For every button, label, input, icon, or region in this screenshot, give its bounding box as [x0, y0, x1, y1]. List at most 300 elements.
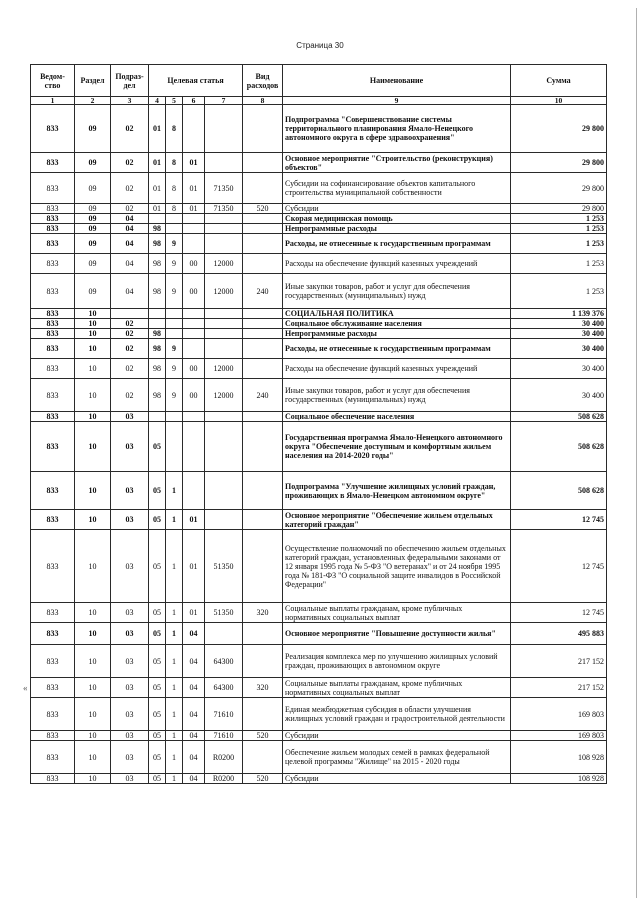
cell-vid-rashodov: 320 — [243, 603, 283, 623]
cell-summa: 29 800 — [511, 105, 607, 153]
cell-vid-rashodov: 520 — [243, 774, 283, 784]
cell-vedomstvo: 833 — [31, 510, 75, 530]
column-number: 2 — [75, 97, 111, 105]
cell-program — [149, 412, 166, 422]
header-row — [31, 65, 607, 97]
cell-naimenovanie: Иные закупки товаров, работ и услуг для обеспечения государственных (муниципальных) нужд — [283, 379, 511, 412]
cell-razdel: 10 — [75, 359, 111, 379]
cell-naimenovanie: Расходы на обеспечение функций казенных учреждений — [283, 254, 511, 274]
cell-direction: R0200 — [205, 741, 243, 774]
cell-event: 01 — [183, 204, 205, 214]
cell-vedomstvo: 833 — [31, 530, 75, 603]
cell-subprogram: 1 — [166, 741, 183, 774]
cell-naimenovanie: Субсидии — [283, 731, 511, 741]
cell-podrazdel: 02 — [111, 204, 149, 214]
cell-subprogram — [166, 214, 183, 224]
cell-direction: 71350 — [205, 204, 243, 214]
cell-event — [183, 472, 205, 510]
cell-vid-rashodov — [243, 412, 283, 422]
cell-program: 05 — [149, 510, 166, 530]
cell-podrazdel: 03 — [111, 530, 149, 603]
cell-program: 98 — [149, 224, 166, 234]
cell-vedomstvo: 833 — [31, 105, 75, 153]
cell-vedomstvo: 833 — [31, 645, 75, 678]
cell-summa: 29 800 — [511, 153, 607, 173]
cell-summa: 12 745 — [511, 603, 607, 623]
cell-summa: 1 253 — [511, 254, 607, 274]
cell-event — [183, 105, 205, 153]
cell-subprogram: 9 — [166, 339, 183, 359]
cell-summa: 217 152 — [511, 645, 607, 678]
table-row — [31, 678, 607, 698]
cell-event: 01 — [183, 173, 205, 204]
column-number-row — [31, 97, 607, 105]
cell-vedomstvo: 833 — [31, 224, 75, 234]
cell-naimenovanie: Социальные выплаты гражданам, кроме публичных нормативных социальных выплат — [283, 603, 511, 623]
cell-event: 01 — [183, 603, 205, 623]
table-row — [31, 379, 607, 412]
cell-summa: 495 883 — [511, 623, 607, 645]
column-number: 6 — [183, 97, 205, 105]
cell-summa: 29 800 — [511, 204, 607, 214]
cell-vid-rashodov — [243, 105, 283, 153]
cell-vid-rashodov — [243, 224, 283, 234]
cell-subprogram: 8 — [166, 105, 183, 153]
cell-podrazdel: 04 — [111, 234, 149, 254]
cell-vid-rashodov — [243, 623, 283, 645]
cell-program — [149, 309, 166, 319]
cell-direction: R0200 — [205, 774, 243, 784]
cell-direction — [205, 412, 243, 422]
cell-subprogram: 8 — [166, 153, 183, 173]
cell-naimenovanie: Единая межбюджетная субсидия в области улучшения жилищных условий граждан и градостроительной деятельности — [283, 698, 511, 731]
cell-podrazdel: 02 — [111, 359, 149, 379]
cell-program: 01 — [149, 153, 166, 173]
table-row — [31, 173, 607, 204]
cell-event — [183, 422, 205, 472]
cell-event — [183, 339, 205, 359]
cell-podrazdel: 03 — [111, 645, 149, 678]
cell-event: 04 — [183, 741, 205, 774]
cell-vedomstvo: 833 — [31, 731, 75, 741]
header-vedomstvo: Ведом-ство — [31, 65, 75, 97]
cell-program: 98 — [149, 329, 166, 339]
cell-program: 05 — [149, 422, 166, 472]
cell-naimenovanie: Социальные выплаты гражданам, кроме публичных нормативных социальных выплат — [283, 678, 511, 698]
cell-direction — [205, 214, 243, 224]
table-row — [31, 204, 607, 214]
cell-razdel: 10 — [75, 678, 111, 698]
cell-razdel: 10 — [75, 472, 111, 510]
cell-subprogram: 8 — [166, 204, 183, 214]
cell-vid-rashodov — [243, 530, 283, 603]
cell-vid-rashodov — [243, 339, 283, 359]
cell-event: 04 — [183, 623, 205, 645]
cell-program: 98 — [149, 274, 166, 309]
cell-event — [183, 234, 205, 254]
cell-vid-rashodov: 240 — [243, 379, 283, 412]
cell-subprogram — [166, 309, 183, 319]
cell-vid-rashodov — [243, 309, 283, 319]
cell-vedomstvo: 833 — [31, 623, 75, 645]
table-row — [31, 224, 607, 234]
cell-summa: 1 253 — [511, 234, 607, 254]
cell-event: 00 — [183, 359, 205, 379]
cell-program: 98 — [149, 254, 166, 274]
cell-direction: 71610 — [205, 698, 243, 731]
cell-vedomstvo: 833 — [31, 319, 75, 329]
cell-event — [183, 329, 205, 339]
cell-razdel: 10 — [75, 774, 111, 784]
cell-naimenovanie: Обеспечение жильем молодых семей в рамках федеральной целевой программы "Жилище" на 2015 - 2020 годы — [283, 741, 511, 774]
cell-naimenovanie: Субсидии — [283, 774, 511, 784]
cell-naimenovanie: Основное мероприятие "Строительство (реконструкция) объектов" — [283, 153, 511, 173]
budget-table — [30, 64, 607, 784]
cell-razdel: 09 — [75, 234, 111, 254]
cell-program: 01 — [149, 173, 166, 204]
cell-event — [183, 319, 205, 329]
cell-direction — [205, 422, 243, 472]
cell-summa: 1 253 — [511, 214, 607, 224]
table-row — [31, 309, 607, 319]
page-caption: Страница 30 — [296, 41, 344, 50]
cell-razdel: 10 — [75, 698, 111, 731]
cell-naimenovanie: Скорая медицинская помощь — [283, 214, 511, 224]
cell-vid-rashodov — [243, 254, 283, 274]
cell-subprogram: 9 — [166, 234, 183, 254]
cell-vid-rashodov — [243, 173, 283, 204]
cell-direction — [205, 309, 243, 319]
cell-podrazdel: 02 — [111, 153, 149, 173]
cell-vid-rashodov — [243, 234, 283, 254]
cell-vedomstvo: 833 — [31, 359, 75, 379]
cell-podrazdel: 02 — [111, 379, 149, 412]
cell-podrazdel: 04 — [111, 224, 149, 234]
cell-subprogram: 9 — [166, 254, 183, 274]
cell-razdel: 09 — [75, 254, 111, 274]
cell-summa: 1 139 376 — [511, 309, 607, 319]
cell-vid-rashodov — [243, 510, 283, 530]
cell-event — [183, 224, 205, 234]
cell-subprogram: 9 — [166, 359, 183, 379]
cell-summa: 217 152 — [511, 678, 607, 698]
cell-program: 05 — [149, 623, 166, 645]
cell-vedomstvo: 833 — [31, 274, 75, 309]
table-row — [31, 623, 607, 645]
cell-razdel: 10 — [75, 530, 111, 603]
scan-edge-line — [636, 8, 637, 898]
cell-naimenovanie: Расходы, не отнесенные к государственным программам — [283, 339, 511, 359]
cell-direction: 12000 — [205, 379, 243, 412]
cell-razdel: 10 — [75, 422, 111, 472]
table-row — [31, 254, 607, 274]
cell-vedomstvo: 833 — [31, 472, 75, 510]
cell-program: 98 — [149, 359, 166, 379]
cell-vedomstvo: 833 — [31, 214, 75, 224]
cell-vid-rashodov — [243, 422, 283, 472]
cell-program: 05 — [149, 678, 166, 698]
cell-subprogram — [166, 224, 183, 234]
cell-naimenovanie: Субсидии на софинансирование объектов капитального строительства муниципальной собственности — [283, 173, 511, 204]
cell-naimenovanie: Расходы на обеспечение функций казенных учреждений — [283, 359, 511, 379]
column-number: 3 — [111, 97, 149, 105]
cell-direction: 64300 — [205, 645, 243, 678]
cell-vedomstvo: 833 — [31, 153, 75, 173]
cell-subprogram: 1 — [166, 603, 183, 623]
cell-vedomstvo: 833 — [31, 422, 75, 472]
cell-event: 04 — [183, 731, 205, 741]
cell-subprogram: 1 — [166, 530, 183, 603]
cell-naimenovanie: Подпрограмма "Улучшение жилищных условий граждан, проживающих в Ямало-Ненецком автономном округе" — [283, 472, 511, 510]
cell-summa: 108 928 — [511, 774, 607, 784]
cell-vid-rashodov — [243, 214, 283, 224]
cell-program — [149, 319, 166, 329]
cell-direction — [205, 472, 243, 510]
cell-direction — [205, 105, 243, 153]
table-row — [31, 105, 607, 153]
table-row — [31, 422, 607, 472]
cell-summa: 30 400 — [511, 339, 607, 359]
table-row — [31, 603, 607, 623]
cell-subprogram: 1 — [166, 623, 183, 645]
cell-razdel: 09 — [75, 153, 111, 173]
cell-summa: 29 800 — [511, 173, 607, 204]
cell-vedomstvo: 833 — [31, 412, 75, 422]
cell-podrazdel: 02 — [111, 319, 149, 329]
cell-vid-rashodov — [243, 741, 283, 774]
cell-subprogram: 1 — [166, 678, 183, 698]
cell-naimenovanie: Непрограммные расходы — [283, 224, 511, 234]
table-row — [31, 214, 607, 224]
cell-razdel: 09 — [75, 204, 111, 214]
cell-vedomstvo: 833 — [31, 339, 75, 359]
cell-razdel: 10 — [75, 412, 111, 422]
cell-razdel: 10 — [75, 645, 111, 678]
table-body — [31, 105, 607, 784]
cell-podrazdel: 03 — [111, 603, 149, 623]
cell-event: 04 — [183, 678, 205, 698]
cell-event: 04 — [183, 698, 205, 731]
cell-subprogram — [166, 329, 183, 339]
table-row — [31, 731, 607, 741]
cell-summa: 1 253 — [511, 274, 607, 309]
cell-podrazdel: 03 — [111, 623, 149, 645]
table-row — [31, 319, 607, 329]
cell-program: 01 — [149, 105, 166, 153]
cell-naimenovanie: Непрограммные расходы — [283, 329, 511, 339]
cell-program: 01 — [149, 204, 166, 214]
cell-program: 05 — [149, 603, 166, 623]
cell-direction: 12000 — [205, 274, 243, 309]
cell-summa: 30 400 — [511, 329, 607, 339]
cell-naimenovanie: Социальное обеспечение населения — [283, 412, 511, 422]
column-number: 9 — [283, 97, 511, 105]
column-number: 10 — [511, 97, 607, 105]
cell-summa: 108 928 — [511, 741, 607, 774]
cell-program: 05 — [149, 472, 166, 510]
cell-program: 05 — [149, 731, 166, 741]
cell-direction: 12000 — [205, 359, 243, 379]
table-row — [31, 645, 607, 678]
cell-event: 01 — [183, 153, 205, 173]
cell-podrazdel: 02 — [111, 329, 149, 339]
cell-summa: 12 745 — [511, 530, 607, 603]
cell-program: 98 — [149, 379, 166, 412]
cell-direction — [205, 234, 243, 254]
column-number: 8 — [243, 97, 283, 105]
cell-direction: 51350 — [205, 603, 243, 623]
cell-direction: 71350 — [205, 173, 243, 204]
cell-podrazdel: 03 — [111, 731, 149, 741]
cell-vedomstvo: 833 — [31, 698, 75, 731]
cell-vedomstvo: 833 — [31, 741, 75, 774]
cell-razdel: 09 — [75, 224, 111, 234]
cell-direction — [205, 339, 243, 359]
cell-vid-rashodov — [243, 645, 283, 678]
cell-direction — [205, 153, 243, 173]
cell-subprogram: 1 — [166, 698, 183, 731]
cell-vid-rashodov: 520 — [243, 204, 283, 214]
cell-summa: 12 745 — [511, 510, 607, 530]
cell-program: 05 — [149, 530, 166, 603]
cell-razdel: 09 — [75, 214, 111, 224]
cell-podrazdel: 04 — [111, 214, 149, 224]
cell-naimenovanie: Основное мероприятие "Обеспечение жильем отдельных категорий граждан" — [283, 510, 511, 530]
table-row — [31, 774, 607, 784]
table-row — [31, 530, 607, 603]
cell-naimenovanie: Основное мероприятие "Повышение доступности жилья" — [283, 623, 511, 645]
cell-vedomstvo: 833 — [31, 678, 75, 698]
cell-podrazdel: 02 — [111, 173, 149, 204]
margin-mark: « — [23, 683, 28, 693]
cell-subprogram — [166, 412, 183, 422]
column-number: 4 — [149, 97, 166, 105]
cell-event: 00 — [183, 274, 205, 309]
column-number: 5 — [166, 97, 183, 105]
cell-podrazdel: 02 — [111, 105, 149, 153]
cell-vid-rashodov — [243, 329, 283, 339]
cell-podrazdel: 02 — [111, 339, 149, 359]
cell-razdel: 10 — [75, 731, 111, 741]
cell-program: 98 — [149, 339, 166, 359]
cell-program: 05 — [149, 698, 166, 731]
cell-vedomstvo: 833 — [31, 774, 75, 784]
cell-event — [183, 309, 205, 319]
cell-subprogram: 8 — [166, 173, 183, 204]
table-row — [31, 359, 607, 379]
cell-vedomstvo: 833 — [31, 234, 75, 254]
cell-vid-rashodov: 520 — [243, 731, 283, 741]
cell-summa: 30 400 — [511, 359, 607, 379]
table-row — [31, 741, 607, 774]
cell-direction: 12000 — [205, 254, 243, 274]
cell-direction — [205, 623, 243, 645]
cell-podrazdel: 03 — [111, 741, 149, 774]
cell-program — [149, 214, 166, 224]
cell-direction — [205, 319, 243, 329]
cell-event: 00 — [183, 254, 205, 274]
cell-summa: 1 253 — [511, 224, 607, 234]
column-number: 7 — [205, 97, 243, 105]
header-vid-rashodov: Вид расходов — [243, 65, 283, 97]
cell-subprogram: 1 — [166, 731, 183, 741]
table-row — [31, 412, 607, 422]
cell-subprogram: 1 — [166, 645, 183, 678]
cell-naimenovanie: Подпрограмма "Совершенствование системы территориального планирования Ямало-Ненецкого автономного округа в сфере здравоохранения" — [283, 105, 511, 153]
cell-naimenovanie: Субсидии — [283, 204, 511, 214]
cell-naimenovanie: Государственная программа Ямало-Ненецкого автономного округа "Обеспечение доступным и комфортным жильем населения на 2014-2020 годы" — [283, 422, 511, 472]
cell-summa: 508 628 — [511, 472, 607, 510]
table-row — [31, 274, 607, 309]
cell-naimenovanie: Иные закупки товаров, работ и услуг для обеспечения государственных (муниципальных) нужд — [283, 274, 511, 309]
cell-podrazdel: 03 — [111, 774, 149, 784]
cell-razdel: 10 — [75, 379, 111, 412]
table-row — [31, 698, 607, 731]
cell-subprogram: 1 — [166, 510, 183, 530]
cell-razdel: 10 — [75, 339, 111, 359]
table-row — [31, 339, 607, 359]
cell-event: 04 — [183, 645, 205, 678]
cell-event: 00 — [183, 379, 205, 412]
cell-event: 01 — [183, 510, 205, 530]
cell-razdel: 09 — [75, 274, 111, 309]
table-row — [31, 234, 607, 254]
cell-vid-rashodov: 320 — [243, 678, 283, 698]
cell-vid-rashodov — [243, 153, 283, 173]
cell-event: 04 — [183, 774, 205, 784]
header-naimenovanie: Наименование — [283, 65, 511, 97]
cell-podrazdel: 03 — [111, 472, 149, 510]
cell-subprogram: 1 — [166, 472, 183, 510]
cell-podrazdel: 03 — [111, 510, 149, 530]
header-razdel: Раздел — [75, 65, 111, 97]
cell-naimenovanie: Социальное обслуживание населения — [283, 319, 511, 329]
column-number: 1 — [31, 97, 75, 105]
cell-program: 05 — [149, 645, 166, 678]
cell-direction: 71610 — [205, 731, 243, 741]
cell-vedomstvo: 833 — [31, 309, 75, 319]
cell-program: 05 — [149, 774, 166, 784]
cell-summa: 169 803 — [511, 698, 607, 731]
cell-subprogram — [166, 422, 183, 472]
cell-vid-rashodov — [243, 359, 283, 379]
cell-vedomstvo: 833 — [31, 329, 75, 339]
cell-summa: 169 803 — [511, 731, 607, 741]
cell-program: 05 — [149, 741, 166, 774]
cell-event — [183, 412, 205, 422]
cell-podrazdel: 03 — [111, 412, 149, 422]
cell-summa: 30 400 — [511, 319, 607, 329]
cell-vedomstvo: 833 — [31, 254, 75, 274]
header-summa: Сумма — [511, 65, 607, 97]
table-row — [31, 153, 607, 173]
cell-vedomstvo: 833 — [31, 204, 75, 214]
cell-razdel: 10 — [75, 319, 111, 329]
cell-podrazdel: 04 — [111, 274, 149, 309]
header-podrazdel: Подраз-дел — [111, 65, 149, 97]
cell-podrazdel: 03 — [111, 698, 149, 731]
cell-direction — [205, 510, 243, 530]
cell-razdel: 10 — [75, 623, 111, 645]
cell-subprogram: 1 — [166, 774, 183, 784]
cell-subprogram — [166, 319, 183, 329]
cell-summa: 508 628 — [511, 412, 607, 422]
cell-direction: 51350 — [205, 530, 243, 603]
cell-program: 98 — [149, 234, 166, 254]
cell-vedomstvo: 833 — [31, 173, 75, 204]
cell-naimenovanie: Реализация комплекса мер по улучшению жилищных условий граждан, проживающих в автономном округе — [283, 645, 511, 678]
cell-razdel: 10 — [75, 510, 111, 530]
